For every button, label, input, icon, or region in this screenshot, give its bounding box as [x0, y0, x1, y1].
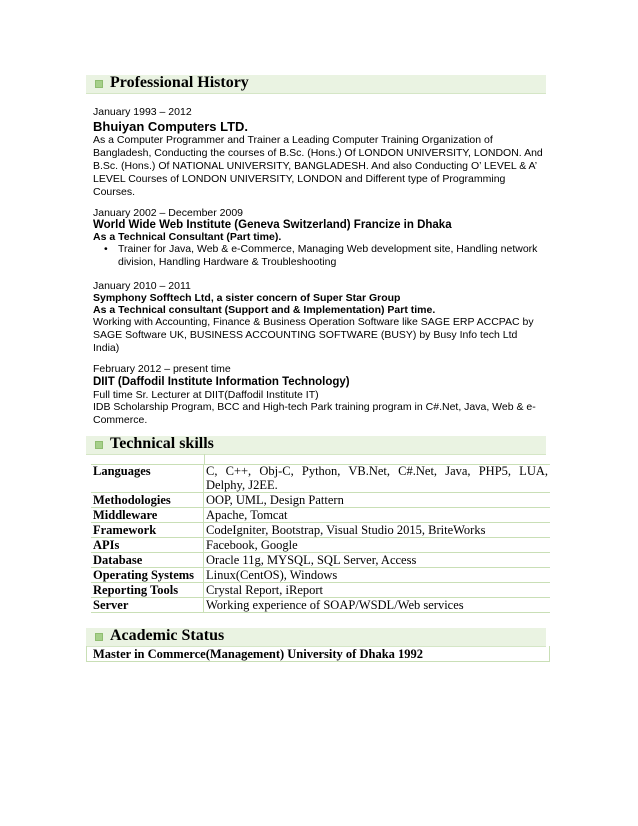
entry-line: Full time Sr. Lecturer at DIIT(Daffodil Institute IT): [93, 389, 319, 401]
skill-value: Crystal Report, iReport: [204, 583, 551, 598]
skill-value: Oracle 11g, MYSQL, SQL Server, Access: [204, 553, 551, 568]
square-bullet-icon: [95, 80, 103, 88]
table-row: [91, 508, 550, 523]
entry-description: Working with Accounting, Finance & Business Operation Software like SAGE ERP ACCPAC by SAGE Software UK, BUSINESS ACCOUNTING SOFTWARE (BUSY) by Busy Info tech Ltd India): [93, 316, 534, 354]
skill-key: Database: [91, 553, 204, 568]
entry-dates: January 2002 – December 2009: [93, 207, 244, 219]
entry-role: As a Technical Consultant (Part time).: [93, 231, 282, 243]
table-row: [91, 583, 550, 598]
skills-table: [91, 464, 550, 613]
table-row: [91, 523, 550, 538]
entry-dates: February 2012 – present time: [93, 363, 231, 375]
skill-value: C, C++, Obj-C, Python, VB.Net, C#.Net, Java, PHP5, LUA, Delphy, J2EE.: [204, 464, 551, 493]
entry-org: World Wide Web Institute (Geneva Switzerland) Francize in Dhaka: [93, 219, 452, 231]
skill-key: Framework: [91, 523, 204, 538]
table-row: [91, 493, 550, 508]
academic-status-header: [86, 628, 546, 647]
entry-org: DIIT (Daffodil Institute Information Technology): [93, 376, 350, 388]
entry-org: Symphony Sofftech Ltd, a sister concern of Super Star Group: [93, 292, 401, 304]
table-row: [91, 464, 550, 493]
skill-value: Linux(CentOS), Windows: [204, 568, 551, 583]
table-row: [91, 538, 550, 553]
square-bullet-icon: [95, 441, 103, 449]
list-item: [104, 243, 538, 269]
entry-line: IDB Scholarship Program, BCC and High-tech Park training program in C#.Net, Java, Web & e-Commerce.: [93, 401, 536, 426]
section-title: Technical skills: [110, 435, 214, 452]
skill-key: Languages: [91, 464, 204, 493]
skill-key: Reporting Tools: [91, 583, 204, 598]
entry-dates: January 1993 – 2012: [93, 106, 192, 118]
table-row: [91, 553, 550, 568]
skill-value: Facebook, Google: [204, 538, 551, 553]
entry-dates: January 2010 – 2011: [93, 280, 191, 292]
skill-key: Methodologies: [91, 493, 204, 508]
skill-key: Middleware: [91, 508, 204, 523]
section-title: Academic Status: [110, 627, 225, 644]
professional-history-header: [86, 75, 546, 94]
entry-description: As a Computer Programmer and Trainer a Leading Computer Training Organization of Bangladesh, Conducting the courses of B.Sc. (Hons.) Of LONDON UNIVERSITY, LONDON. And B.Sc. (Hons.) Of NATIONAL UNIVERSITY, BANGLADESH. And also Conducting O’ LEVEL & A’ LEVEL Courses of LONDON UNIVERSITY, LONDON and Different type of Programming Courses.: [93, 134, 543, 198]
skill-value: OOP, UML, Design Pattern: [204, 493, 551, 508]
bullet-dot-icon: •: [104, 243, 108, 255]
academic-degree: Master in Commerce(Management) University of Dhaka 1992: [86, 646, 550, 662]
skill-key: Operating Systems: [91, 568, 204, 583]
table-row: [91, 568, 550, 583]
list-item-text: Trainer for Java, Web & e-Commerce, Managing Web development site, Handling network division, Handling Hardware & Troubleshooting: [118, 243, 538, 268]
entry-role: As a Technical consultant (Support and & Implementation) Part time.: [93, 304, 436, 316]
section-title: Professional History: [110, 74, 249, 91]
skill-key: Server: [91, 598, 204, 613]
square-bullet-icon: [95, 633, 103, 641]
technical-skills-header: [86, 436, 546, 455]
table-row: [91, 598, 550, 613]
skill-value: Working experience of SOAP/WSDL/Web services: [204, 598, 551, 613]
entry-org: Bhuiyan Computers LTD.: [93, 119, 249, 134]
skill-key: APIs: [91, 538, 204, 553]
skill-value: CodeIgniter, Bootstrap, Visual Studio 2015, BriteWorks: [204, 523, 551, 538]
skill-value: Apache, Tomcat: [204, 508, 551, 523]
